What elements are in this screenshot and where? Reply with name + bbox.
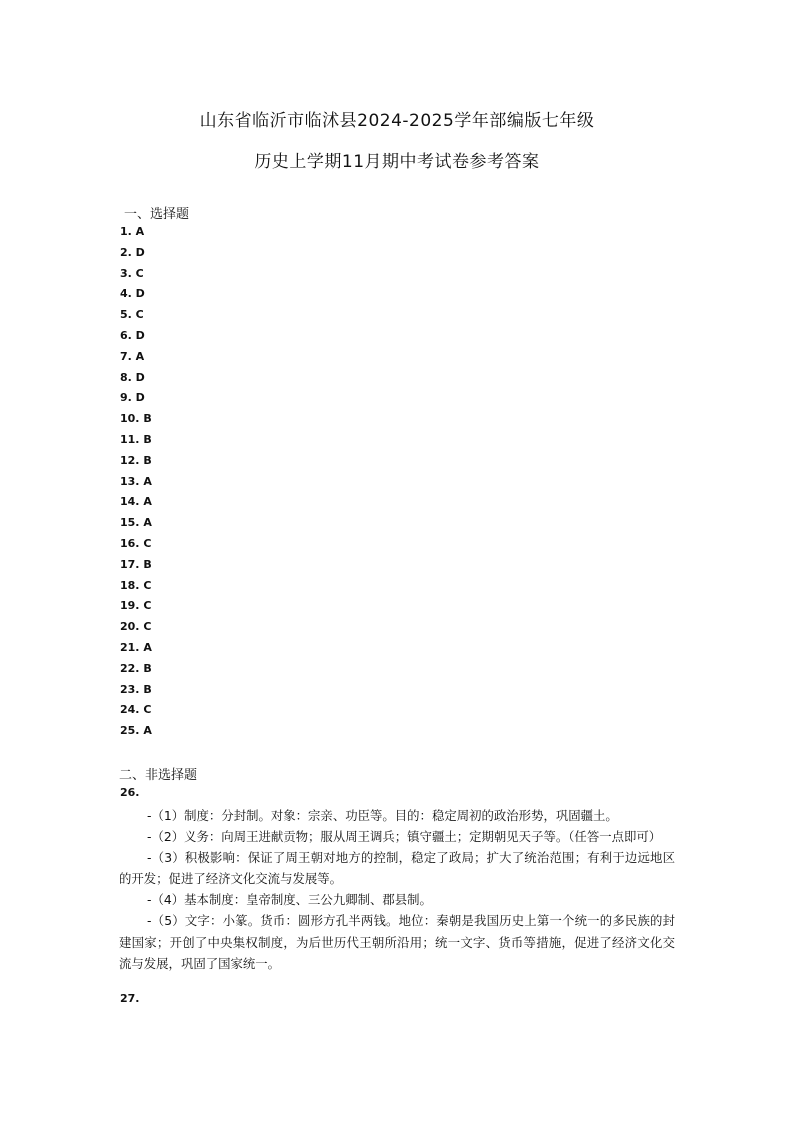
answer-item: 16. C xyxy=(120,536,152,550)
question-number-26: 26. xyxy=(120,786,140,799)
answer-item: 17. B xyxy=(120,557,152,571)
answer-item: 1. A xyxy=(120,225,145,238)
answer-item: 6. D xyxy=(120,328,145,342)
answer-item: 14. A xyxy=(120,495,152,509)
answer-item: 25. A xyxy=(120,724,152,738)
answer-item: 11. B xyxy=(120,432,152,446)
answer-item: 23. B xyxy=(120,682,152,696)
answer-item: 3. C xyxy=(120,266,144,280)
answer-item: 8. D xyxy=(120,370,145,384)
answer-item: 5. C xyxy=(120,308,144,322)
answer-item: 7. A xyxy=(120,349,145,363)
document-title-line1: 山东省临沂市临沭县2024-2025学年部编版七年级 xyxy=(199,111,595,131)
section-heading-choice: 一、选择题 xyxy=(124,207,190,222)
document-title-line2: 历史上学期11月期中考试卷参考答案 xyxy=(254,152,540,172)
q26-part-3: -（3）积极影响：保证了周王朝对地方的控制，稳定了政局；扩大了统治范围；有利于边远地区的开发；促进了经济文化交流与发展等。 xyxy=(119,850,675,887)
q26-part-2: -（2）义务：向周王进献贡物；服从周王调兵；镇守疆土；定期朝见天子等。（任答一点即可） xyxy=(147,829,662,845)
answer-item: 24. C xyxy=(120,703,152,717)
answer-item: 4. D xyxy=(120,287,145,301)
q26-part-4: -（4）基本制度：皇帝制度、三公九卿制、郡县制。 xyxy=(147,892,432,908)
answer-item: 10. B xyxy=(120,412,152,426)
answer-item: 20. C xyxy=(120,620,152,634)
question-number-27: 27. xyxy=(120,992,140,1005)
answer-item: 19. C xyxy=(120,599,152,613)
answer-item: 12. B xyxy=(120,453,152,467)
q26-part-5: -（5）文字：小篆。货币：圆形方孔半两钱。地位：秦朝是我国历史上第一个统一的多民族的封建国家；开创了中央集权制度，为后世历代王朝所沿用；统一文字、货币等措施，促进了经济文化交流与发展，巩固了国家统一。 xyxy=(119,913,675,971)
section-heading-nonchoice: 二、非选择题 xyxy=(119,768,198,783)
answer-item: 2. D xyxy=(120,245,145,259)
answer-item: 13. A xyxy=(120,474,152,488)
answer-item: 18. C xyxy=(120,578,152,592)
q26-part-1: -（1）制度：分封制。对象：宗亲、功臣等。目的：稳定周初的政治形势，巩固疆土。 xyxy=(147,808,618,823)
question-26-answers xyxy=(119,805,675,974)
answer-item: 22. B xyxy=(120,661,152,675)
answer-item: 15. A xyxy=(120,516,152,530)
answer-list xyxy=(120,222,152,742)
answer-item: 9. D xyxy=(120,391,145,405)
answer-item: 21. A xyxy=(120,640,152,654)
